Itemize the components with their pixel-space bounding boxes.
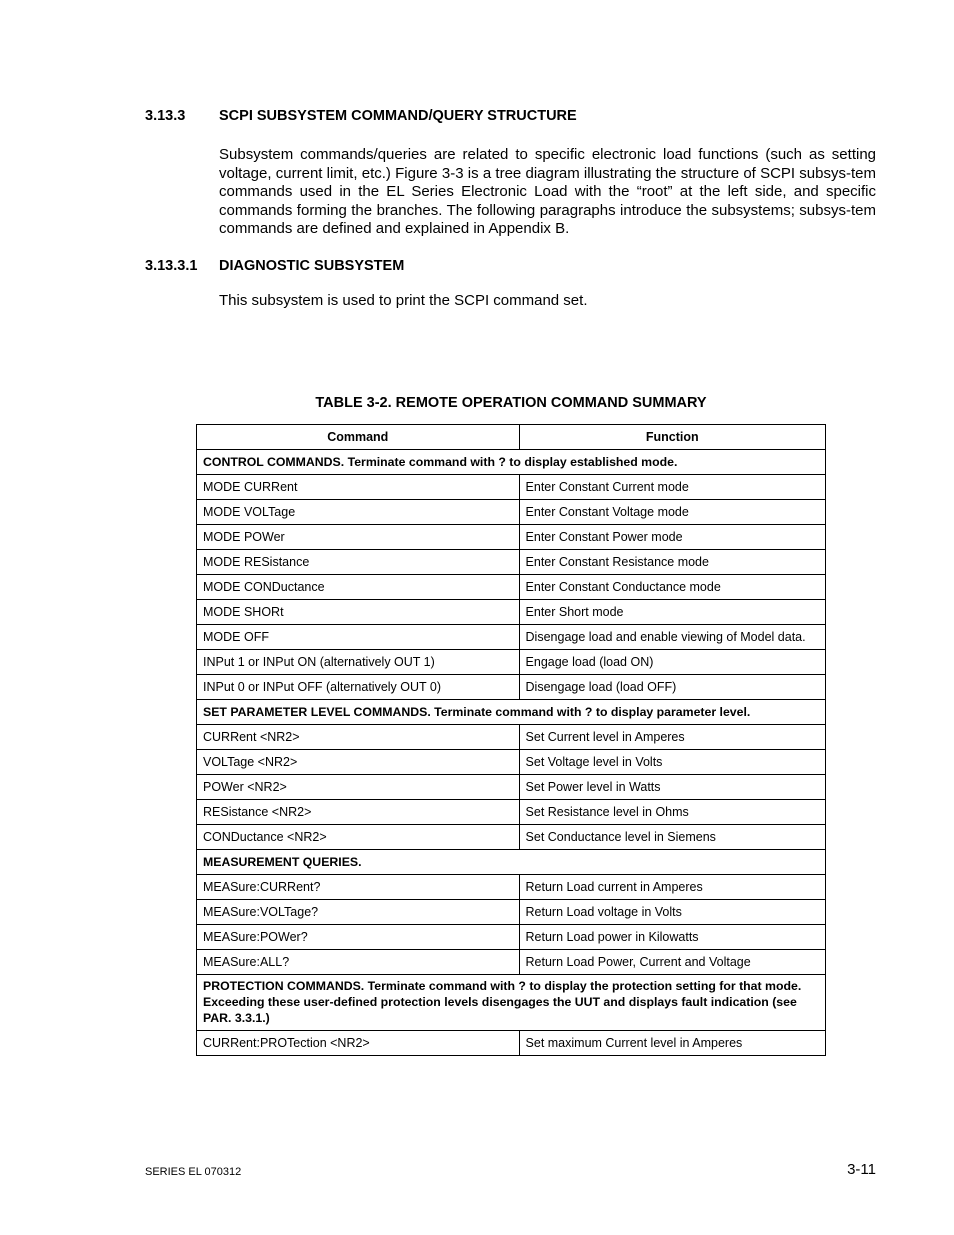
table-row [197, 475, 826, 500]
section-number: 3.13.3 [145, 108, 186, 124]
function-cell: Enter Constant Current mode [519, 475, 825, 500]
command-cell: MODE CURRent [197, 475, 520, 500]
section-label: SET PARAMETER LEVEL COMMANDS. Terminate command with ? to display parameter level. [197, 700, 826, 725]
function-cell: Enter Constant Power mode [519, 525, 825, 550]
section-label: MEASUREMENT QUERIES. [197, 850, 826, 875]
table-row [197, 900, 826, 925]
function-cell: Return Load voltage in Volts [519, 900, 825, 925]
command-cell: MEASure:VOLTage? [197, 900, 520, 925]
command-cell: INPut 0 or INPut OFF (alternatively OUT 0) [197, 675, 520, 700]
table-row [197, 575, 826, 600]
command-cell: MODE POWer [197, 525, 520, 550]
function-cell: Set Power level in Watts [519, 775, 825, 800]
section-label: CONTROL COMMANDS. Terminate command with ? to display established mode. [197, 450, 826, 475]
table-row [197, 825, 826, 850]
table-row [197, 625, 826, 650]
table-row [197, 800, 826, 825]
function-cell: Enter Constant Conductance mode [519, 575, 825, 600]
table-header-row [197, 425, 826, 450]
section-heading-3-13-3-1 [145, 258, 404, 274]
function-cell: Enter Constant Voltage mode [519, 500, 825, 525]
table-section-row [197, 975, 826, 1031]
command-cell: VOLTage <NR2> [197, 750, 520, 775]
table-row [197, 875, 826, 900]
command-summary-table [196, 424, 826, 1056]
table-row [197, 725, 826, 750]
table-section-row [197, 850, 826, 875]
command-cell: MODE OFF [197, 625, 520, 650]
function-cell: Disengage load and enable viewing of Model data. [519, 625, 825, 650]
table-section-row [197, 450, 826, 475]
command-cell: CONDuctance <NR2> [197, 825, 520, 850]
column-header-function: Function [519, 425, 825, 450]
command-cell: MODE SHORt [197, 600, 520, 625]
footer-series-label: SERIES EL 070312 [145, 1166, 242, 1178]
function-cell: Disengage load (load OFF) [519, 675, 825, 700]
command-cell: MEASure:ALL? [197, 950, 520, 975]
section-heading-3-13-3 [145, 108, 577, 124]
command-cell: MODE CONDuctance [197, 575, 520, 600]
function-cell: Set Current level in Amperes [519, 725, 825, 750]
function-cell: Set Voltage level in Volts [519, 750, 825, 775]
table-title: TABLE 3-2. REMOTE OPERATION COMMAND SUMMARY [315, 395, 707, 411]
function-cell: Return Load Power, Current and Voltage [519, 950, 825, 975]
section-label: PROTECTION COMMANDS. Terminate command with ? to display the protection setting for that mode. Exceeding these user-defined protection levels disengages the UUT and displays fault indication (see PAR. 3.3.1.) [197, 975, 826, 1031]
command-cell: MODE RESistance [197, 550, 520, 575]
command-cell: RESistance <NR2> [197, 800, 520, 825]
table-row [197, 525, 826, 550]
command-cell: MODE VOLTage [197, 500, 520, 525]
section-number: 3.13.3.1 [145, 258, 198, 274]
table-row [197, 600, 826, 625]
function-cell: Set maximum Current level in Amperes [519, 1031, 825, 1056]
column-header-command: Command [197, 425, 520, 450]
table-row [197, 950, 826, 975]
command-cell: CURRent <NR2> [197, 725, 520, 750]
table-row [197, 925, 826, 950]
function-cell: Set Resistance level in Ohms [519, 800, 825, 825]
command-cell: INPut 1 or INPut ON (alternatively OUT 1) [197, 650, 520, 675]
function-cell: Return Load current in Amperes [519, 875, 825, 900]
command-cell: CURRent:PROTection <NR2> [197, 1031, 520, 1056]
page-number: 3-11 [847, 1161, 876, 1178]
table-row [197, 650, 826, 675]
table-row [197, 1031, 826, 1056]
function-cell: Enter Short mode [519, 600, 825, 625]
table-body [197, 450, 826, 1056]
function-cell: Set Conductance level in Siemens [519, 825, 825, 850]
function-cell: Return Load power in Kilowatts [519, 925, 825, 950]
table-section-row [197, 700, 826, 725]
table-row [197, 550, 826, 575]
table-row [197, 500, 826, 525]
table-row [197, 775, 826, 800]
command-cell: MEASure:CURRent? [197, 875, 520, 900]
section-title: DIAGNOSTIC SUBSYSTEM [219, 258, 405, 274]
function-cell: Engage load (load ON) [519, 650, 825, 675]
section-body: This subsystem is used to print the SCPI command set. [219, 292, 588, 309]
table-row [197, 750, 826, 775]
table-row [197, 675, 826, 700]
section-body: Subsystem commands/queries are related to specific electronic load functions (such as setting voltage, current limit, etc.) Figure 3-3 is a tree diagram illustrating the structure of SCPI subsys-tem commands used in the EL Series Electronic Load with the “root” at the left side, and specific commands forming the branches. The following paragraphs introduce the subsystems; subsys-tem commands are defined and explained in Appendix B. [219, 146, 876, 238]
command-cell: POWer <NR2> [197, 775, 520, 800]
section-title: SCPI SUBSYSTEM COMMAND/QUERY STRUCTURE [219, 108, 577, 124]
function-cell: Enter Constant Resistance mode [519, 550, 825, 575]
command-cell: MEASure:POWer? [197, 925, 520, 950]
